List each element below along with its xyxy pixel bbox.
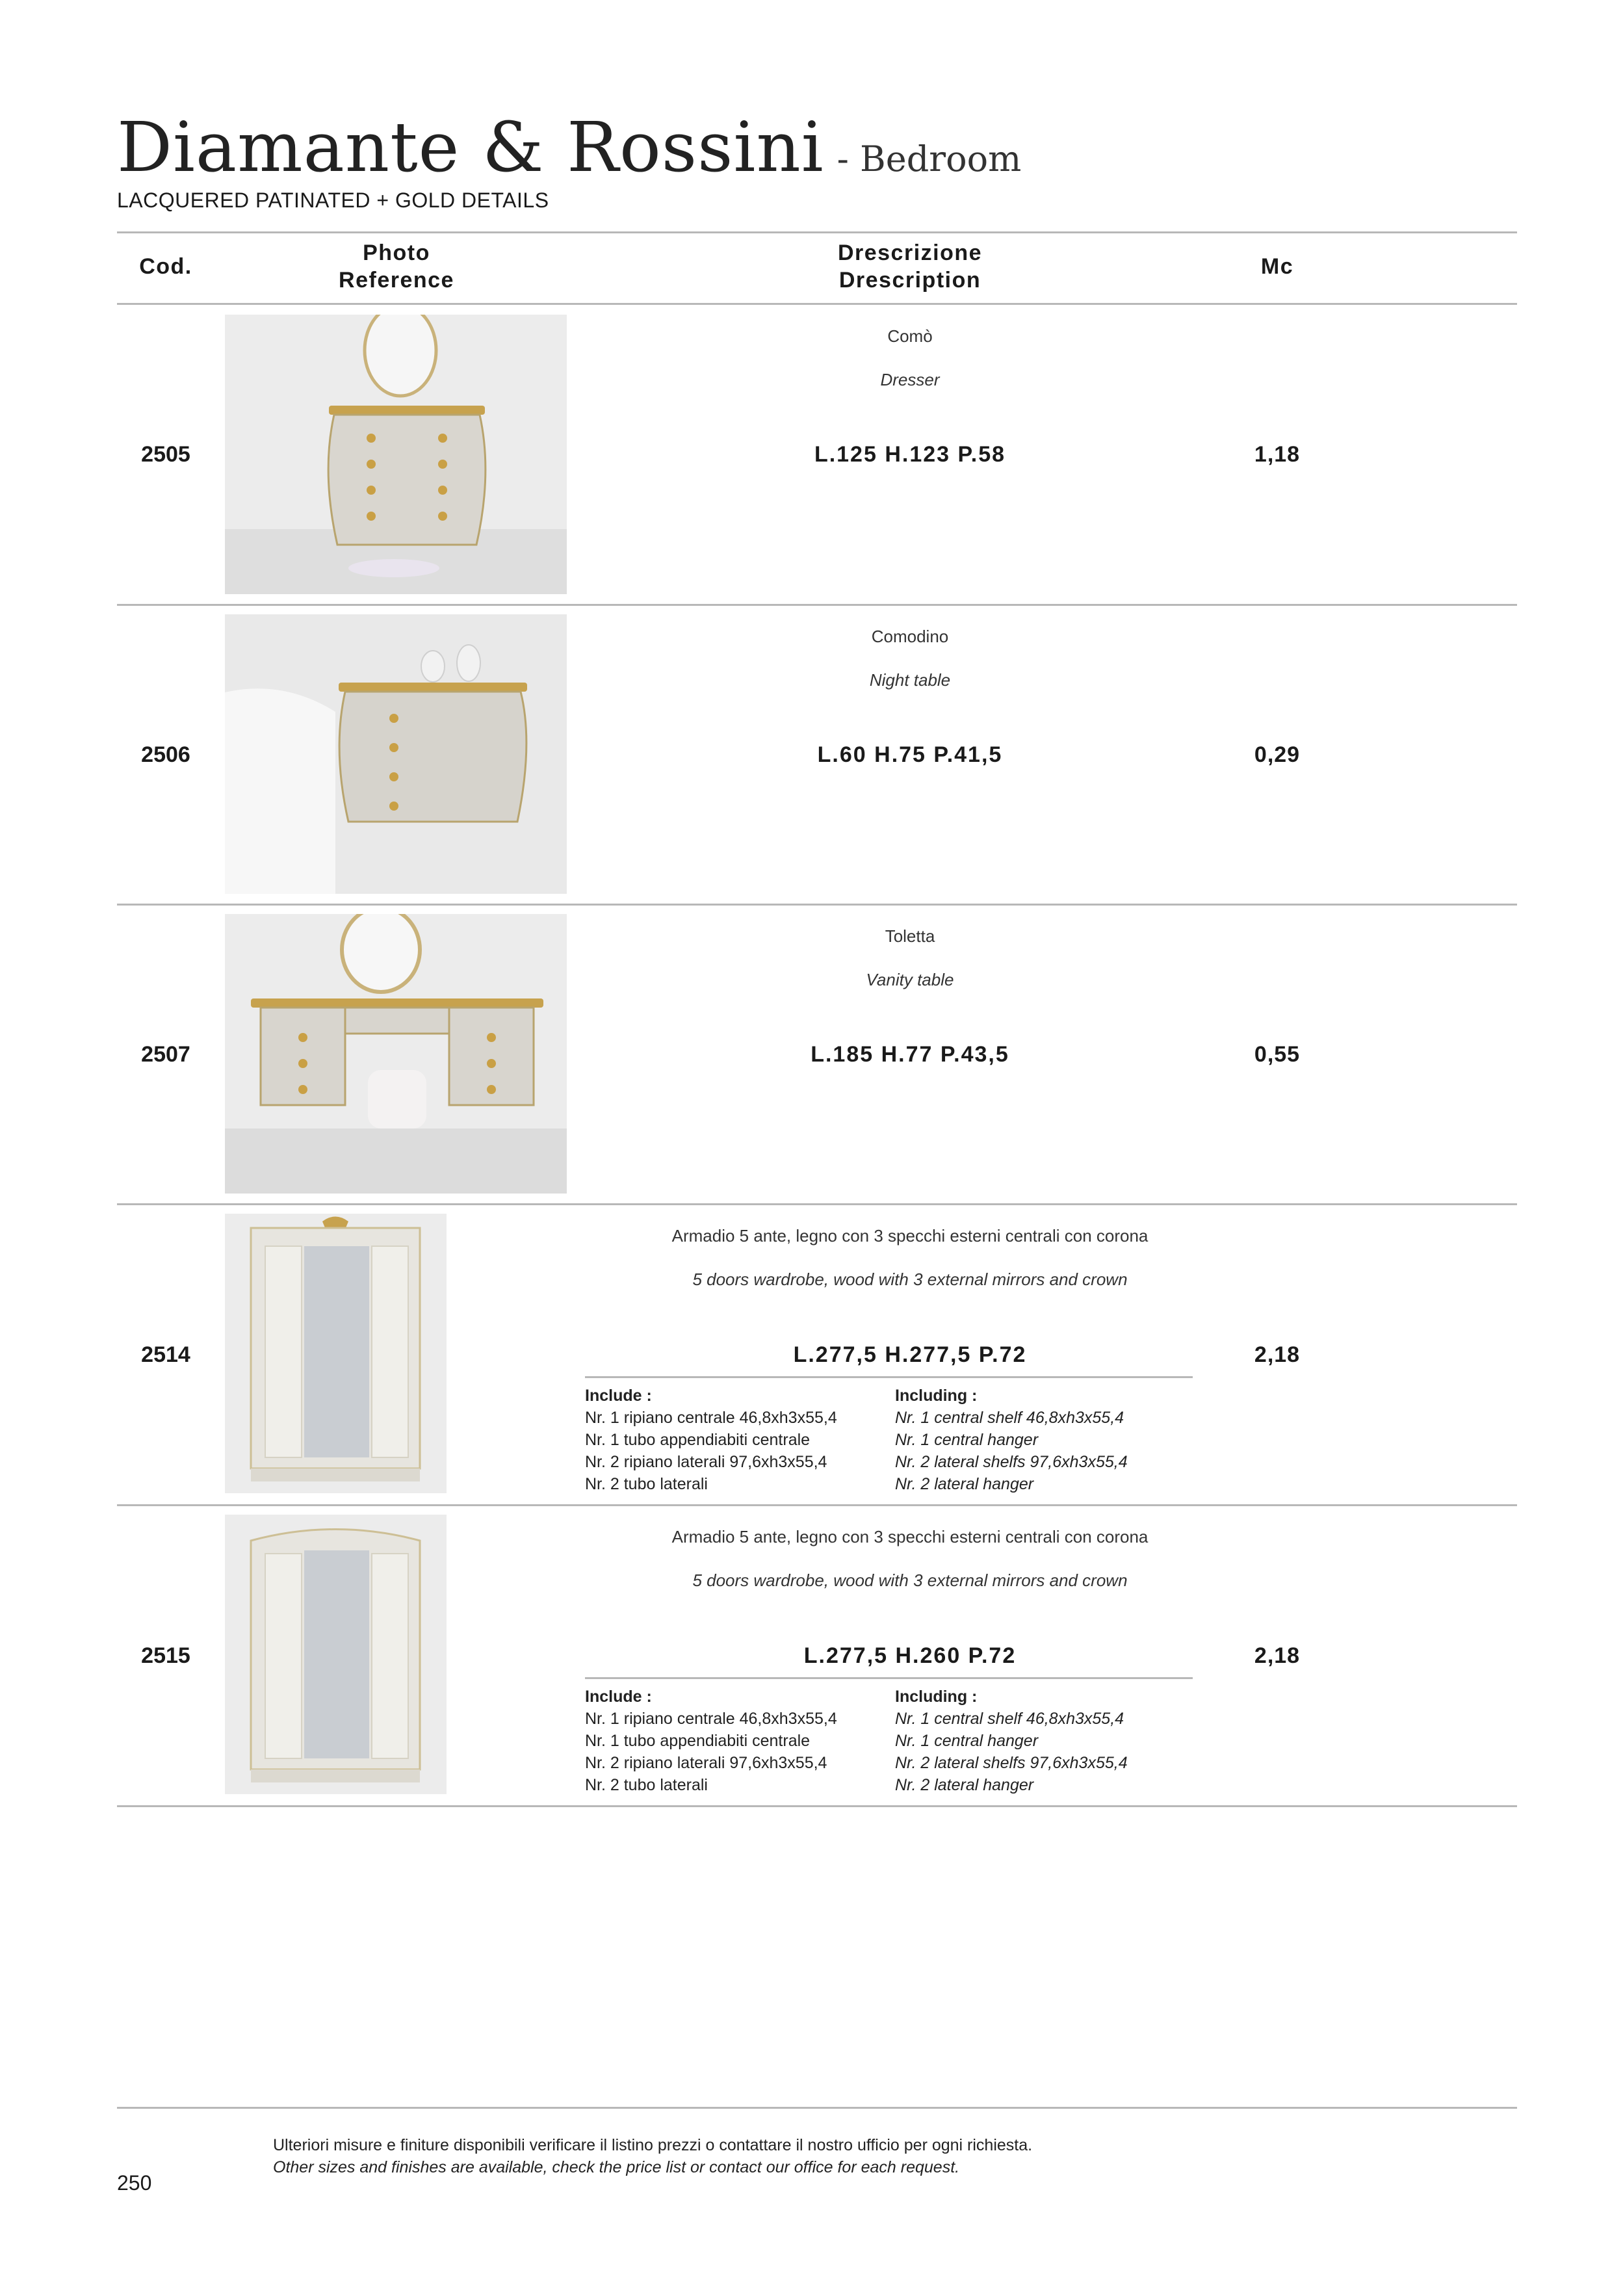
product-dimensions: L.60 H.75 P.41,5 <box>817 742 1003 767</box>
footer-note <box>273 2134 1032 2178</box>
footer-note-it: Ulteriori misure e finiture disponibili verificare il listino prezzi o contattare il nostro ufficio per ogni richiesta. <box>273 2136 1033 2154</box>
finish-subtitle: LACQUERED PATINATED + GOLD DETAILS <box>117 189 549 212</box>
product-photo-wardrobe <box>225 1515 447 1794</box>
column-header-code: Cod. <box>139 254 192 279</box>
include-item: Nr. 1 ripiano centrale 46,8xh3x55,4 <box>585 1409 837 1427</box>
product-code: 2506 <box>141 742 190 767</box>
product-code: 2514 <box>141 1342 190 1367</box>
include-item: Nr. 2 ripiano laterali 97,6xh3x55,4 <box>585 1453 827 1471</box>
including-item: Nr. 2 lateral shelfs 97,6xh3x55,4 <box>895 1453 1128 1471</box>
include-list-it <box>585 1686 837 1796</box>
table-row <box>117 905 1517 1205</box>
product-code: 2515 <box>141 1643 190 1668</box>
include-label: Include : <box>585 1387 652 1405</box>
column-header-mc: Mc <box>1260 254 1294 279</box>
product-dimensions: L.277,5 H.277,5 P.72 <box>793 1342 1027 1367</box>
include-item: Nr. 1 tubo appendiabiti centrale <box>585 1431 811 1449</box>
product-name-en: 5 doors wardrobe, wood with 3 external mirrors and crown <box>692 1571 1128 1590</box>
including-item: Nr. 1 central shelf 46,8xh3x55,4 <box>895 1409 1124 1427</box>
product-dimensions: L.185 H.77 P.43,5 <box>811 1042 1009 1067</box>
product-volume: 2,18 <box>1254 1643 1301 1668</box>
product-volume: 0,55 <box>1254 1042 1301 1067</box>
product-name-en: Night table <box>869 670 951 690</box>
product-photo-vanity-table <box>225 914 567 1194</box>
table-row <box>117 304 1517 605</box>
include-item: Nr. 2 ripiano laterali 97,6xh3x55,4 <box>585 1754 827 1772</box>
including-item: Nr. 1 central hanger <box>895 1431 1039 1449</box>
including-list-en <box>895 1385 1128 1495</box>
product-code: 2505 <box>141 442 190 467</box>
product-name-it: Comò <box>887 326 933 346</box>
product-name-en: Dresser <box>880 370 940 389</box>
table-row <box>117 1205 1517 1506</box>
include-item: Nr. 1 ripiano centrale 46,8xh3x55,4 <box>585 1710 837 1728</box>
product-volume: 1,18 <box>1254 442 1301 467</box>
product-photo-night-table <box>225 614 567 894</box>
product-dimensions: L.277,5 H.260 P.72 <box>803 1643 1017 1668</box>
column-header-description-line2: Drescription <box>838 268 981 293</box>
include-label: Include : <box>585 1688 652 1706</box>
product-name-en: Vanity table <box>866 970 954 989</box>
column-header-description-line1: Drescrizione <box>837 241 983 265</box>
column-header-photo-line1: Photo <box>363 241 430 265</box>
footer-rule <box>117 2107 1517 2109</box>
product-dimensions: L.125 H.123 P.58 <box>814 442 1006 467</box>
product-photo-wardrobe-crown <box>225 1214 447 1493</box>
footer-note-en: Other sizes and finishes are available, check the price list or contact our office for each request. <box>273 2158 960 2176</box>
dimensions-underline <box>585 1376 1193 1378</box>
column-header-description <box>585 239 1235 294</box>
including-label: Including : <box>895 1387 978 1405</box>
product-volume: 2,18 <box>1254 1342 1301 1367</box>
title-suffix: - Bedroom <box>837 138 1022 179</box>
brand-title: Diamante & Rossini <box>117 107 824 187</box>
including-item: Nr. 2 lateral hanger <box>895 1475 1034 1493</box>
product-code: 2507 <box>141 1042 190 1067</box>
including-label: Including : <box>895 1688 978 1706</box>
column-header-photo <box>299 239 494 294</box>
include-item: Nr. 1 tubo appendiabiti centrale <box>585 1732 811 1750</box>
including-list-en <box>895 1686 1128 1796</box>
page-number: 250 <box>117 2171 152 2195</box>
product-name-it: Armadio 5 ante, legno con 3 specchi esterni centrali con corona <box>671 1226 1149 1246</box>
include-item: Nr. 2 tubo laterali <box>585 1776 708 1794</box>
product-volume: 0,29 <box>1254 742 1301 767</box>
table-bottom-rule <box>117 1805 1517 1807</box>
dimensions-underline <box>585 1677 1193 1679</box>
table-row <box>117 605 1517 905</box>
including-item: Nr. 1 central shelf 46,8xh3x55,4 <box>895 1710 1124 1728</box>
product-name-it: Toletta <box>885 926 935 946</box>
table-row <box>117 1506 1517 1807</box>
include-list-it <box>585 1385 837 1495</box>
product-name-it: Comodino <box>871 627 949 646</box>
product-name-en: 5 doors wardrobe, wood with 3 external mirrors and crown <box>692 1270 1128 1289</box>
page-title <box>117 107 1021 187</box>
product-name-it: Armadio 5 ante, legno con 3 specchi esterni centrali con corona <box>671 1527 1149 1546</box>
including-item: Nr. 2 lateral shelfs 97,6xh3x55,4 <box>895 1754 1128 1772</box>
product-photo-dresser <box>225 315 567 594</box>
table-top-rule <box>117 231 1517 233</box>
include-item: Nr. 2 tubo laterali <box>585 1475 708 1493</box>
including-item: Nr. 2 lateral hanger <box>895 1776 1034 1794</box>
column-header-photo-line2: Reference <box>339 268 454 293</box>
including-item: Nr. 1 central hanger <box>895 1732 1039 1750</box>
